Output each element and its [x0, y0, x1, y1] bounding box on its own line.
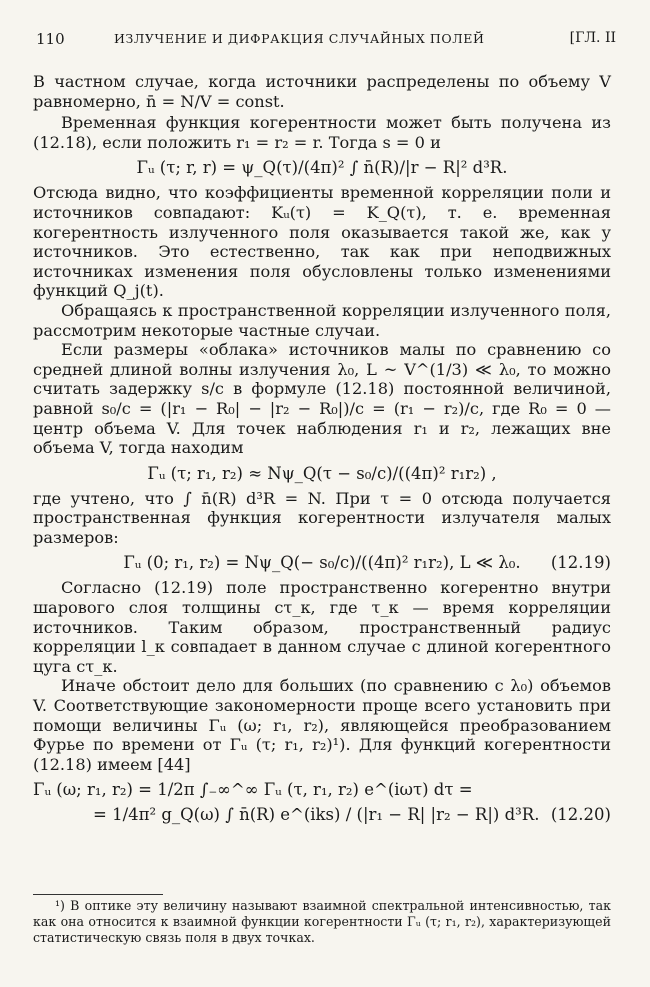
equation-small-source: Γᵤ (τ; r₁, r₂) ≈ Nψ_Q(τ − s₀/c)/((4π)² r₁r₂) , [147, 463, 497, 483]
running-title: ИЗЛУЧЕНИЕ И ДИФРАКЦИЯ СЛУЧАЙНЫХ ПОЛЕЙ [114, 31, 485, 46]
paragraph-2: Временная функция когерентности может быть получена из (12.18), если положить r₁ = r₂ = r. Тогда s = 0 и [33, 113, 611, 152]
paragraph-5: Если размеры «облака» источников малы по сравнению со средней длиной волны излучения λ₀, L ~ V^(1/3) ≪ λ₀, то можно считать задержку s/c в формуле (12.18) постоянной величиной, равной s₀/c = (|r₁ − R₀| − |r₂ − R₀|)/c = (r₁ − r₂)/c, где R₀ = 0 — центр объема V. Для точек наблюдения r₁ и r₂, лежащих вне объема V, тогда находим [33, 340, 611, 458]
running-header [36, 30, 616, 52]
paragraph-1: В частном случае, когда источники распределены по объему V равномерно, n̄ = N/V = const. [33, 72, 611, 111]
paragraph-3: Отсюда видно, что коэффициенты временной корреляции поли и источников совпадают: Kᵤ(τ) = K_Q(τ), т. е. временная когерентность излученного поля оказывается такой же, как у источников. Это естественно, так как при неподвижных источниках изменения поля обусловлены только изменениями функций Q_j(t). [33, 183, 611, 301]
equation-temporal-coherence: Γᵤ (τ; r, r) = ψ_Q(τ)/(4π)² ∫ n̄(R)/|r − R|² d³R. [136, 158, 508, 178]
equation-12-20-line-2: = 1/4π² g_Q(ω) ∫ n̄(R) e^(iks) / (|r₁ − R| |r₂ − R|) d³R. (12.20) [93, 805, 611, 825]
footnote-divider [33, 894, 163, 895]
equation-number-12-19: (12.19) [550, 553, 611, 573]
paragraph-4: Обращаясь к пространственной корреляции излученного поля, рассмотрим некоторые частные случаи. [33, 300, 611, 340]
footnote: ¹) В оптике эту величину называют взаимной спектральной интенсивностью, так как она относится к взаимной функции когерентности Γᵤ (τ; r₁, r₂), характеризующей статистическую связь поля в двух точках. [33, 898, 611, 945]
page-number: 110 [36, 30, 65, 48]
page-body [33, 72, 611, 824]
equation-12-20-line-1: Γᵤ (ω; r₁, r₂) = 1/2π ∫₋∞^∞ Γᵤ (τ, r₁, r₂) e^(iωτ) dτ = [33, 780, 473, 800]
paragraph-7: Согласно (12.19) поле пространственно когерентно внутри шарового слоя толщины cτ_к, где τ_к — время корреляции источников. Таким образом, пространственный радиус корреляции l_к совпадает в данном случае с длиной когерентного цуга cτ_к. [33, 578, 611, 676]
equation-12-19: Γᵤ (0; r₁, r₂) = Nψ_Q(− s₀/c)/((4π)² r₁r₂), L ≪ λ₀. (12.19) [123, 553, 611, 573]
equation-number-12-20: (12.20) [550, 805, 611, 825]
chapter-marker: [ГЛ. II [569, 30, 616, 46]
paragraph-6: где учтено, что ∫ n̄(R) d³R = N. При τ = 0 отсюда получается пространственная функция когерентности излучателя малых размеров: [33, 488, 611, 547]
paragraph-8: Иначе обстоит дело для больших (по сравнению с λ₀) объемов V. Соответствующие закономерности проще всего установить при помощи величины Γᵤ (ω; r₁, r₂), являющейся преобразованием Фурье по времени от Γᵤ (τ; r₁, r₂)¹). Для функций когерентности (12.18) имеем [44] [33, 676, 611, 774]
